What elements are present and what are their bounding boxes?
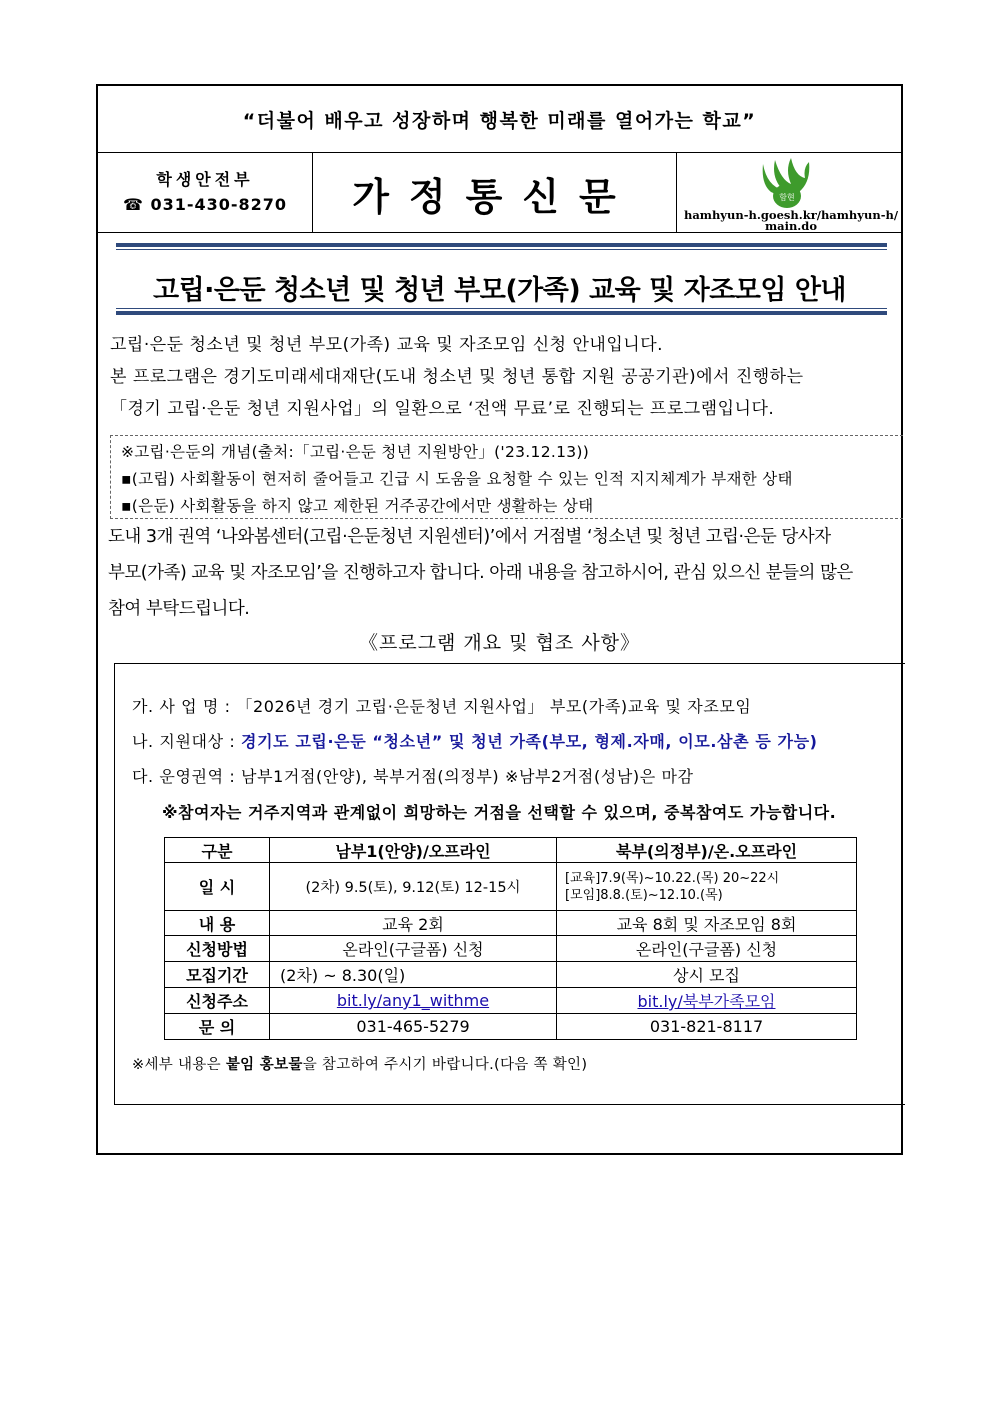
overview-heading: 《프로그램 개요 및 협조 사항》: [358, 632, 641, 654]
document-title: 고립·은둔 청소년 및 청년 부모(가족) 교육 및 자조모임 안내: [152, 275, 847, 306]
definition-reclusion: ▪(은둔) 사회활동을 하지 않고 제한된 거주공간에서만 생활하는 상태: [121, 497, 594, 515]
period-label: 모집기간: [165, 962, 270, 988]
attachment-note-part: ※세부 내용은: [132, 1057, 226, 1073]
content-north: 교육 8회 및 자조모임 8회: [557, 911, 857, 936]
intro-line-2: 본 프로그램은 경기도미래세대재단(도내 청소년 및 청년 통합 지원 공공기관)에서 진행하는: [110, 367, 804, 387]
logo-text: 함현: [779, 193, 795, 202]
program-item-name-label: 가. 사 업 명 :: [132, 697, 237, 716]
method-label: 신청방법: [165, 936, 270, 962]
schedule-north: [557, 863, 857, 911]
table-row: [165, 988, 857, 1014]
title-top-rule: [116, 243, 887, 251]
schedule-south: (2차) 9.5(토), 9.12(토) 12-15시: [270, 863, 557, 911]
newsletter-header: [98, 152, 901, 233]
table-row: [165, 863, 857, 911]
address-north-link[interactable]: bit.ly/북부가족모임: [637, 992, 776, 1011]
program-item-target: [132, 729, 818, 752]
attachment-note-part: 을 참고하여 주시기 바랍니다.(다음 쪽 확인): [302, 1057, 588, 1073]
attachment-note: [132, 1053, 587, 1074]
schedule-north-education: [교육]7.9(목)~10.22.(목) 20~22시: [565, 870, 780, 886]
title-bottom-rule: [116, 308, 887, 316]
address-south-link[interactable]: bit.ly/any1_withme: [336, 991, 490, 1010]
program-table: [164, 837, 857, 1040]
period-south: (2차) ~ 8.30(일): [270, 962, 557, 988]
content-south: 교육 2회: [270, 911, 557, 936]
program-item-target-value: 경기도 고립·은둔 “청소년” 및 청년 가족(부모, 형제.자매, 이모.삼촌 등 가능): [241, 732, 818, 751]
program-item-name: [132, 694, 752, 717]
intro-line-3: 「경기 고립·은둔 청년 지원사업」의 일환으로 ‘전액 무료’로 진행되는 프로그램입니다.: [110, 399, 775, 419]
period-north: 상시 모집: [557, 962, 857, 988]
program-box: [114, 663, 905, 1105]
table-row: [165, 1014, 857, 1040]
body-line-2: 부모(가족) 교육 및 자조모임’을 진행하고자 합니다. 아래 내용을 참고하시어, 관심 있으신 분들의 많은: [108, 563, 853, 583]
definition-isolation: ▪(고립) 사회활동이 현저히 줄어들고 긴급 시 도움을 요청할 수 있는 인적 지지체계가 부재한 상태: [121, 470, 793, 488]
table-header-cell: 북부(의정부)/온.오프라인: [557, 838, 857, 863]
table-header-cell: 구분: [165, 838, 270, 863]
schedule-north-meeting: [모임]8.8.(토)~12.10.(목): [565, 887, 723, 903]
table-header-cell: 남부1(안양)/오프라인: [270, 838, 557, 863]
address-label: 신청주소: [165, 988, 270, 1014]
method-south: 온라인(구글폼) 신청: [270, 936, 557, 962]
table-row: [165, 936, 857, 962]
school-logo-icon: [757, 156, 815, 210]
table-row: [165, 838, 857, 863]
department-phone: ☎ 031-430-8270: [122, 195, 288, 214]
attachment-note-bold: 붙임 홍보물: [225, 1057, 303, 1073]
contact-label: 문 의: [165, 1014, 270, 1040]
method-north: 온라인(구글폼) 신청: [557, 936, 857, 962]
school-motto: “더불어 배우고 성장하며 행복한 미래를 열어가는 학교”: [98, 86, 901, 153]
schedule-label: 일 시: [165, 863, 270, 911]
newsletter-title-cell: [312, 152, 677, 232]
body-line-3: 참여 부탁드립니다.: [108, 599, 250, 619]
address-north-cell: [557, 988, 857, 1014]
document-frame: [96, 84, 903, 1155]
newsletter-title: 가정통신문: [352, 174, 636, 219]
content-label: 내 용: [165, 911, 270, 936]
address-south-cell: [270, 988, 557, 1014]
body-line-1: 도내 3개 권역 ‘나와봄센터(고립·은둔청년 지원센터)’에서 거점별 ‘청소년 및 청년 고립·은둔 당사자: [108, 527, 831, 547]
logo-cell: [676, 152, 901, 232]
department-name: 학생안전부: [156, 170, 254, 189]
intro-line-1: 고립·은둔 청소년 및 청년 부모(가족) 교육 및 자조모임 신청 안내입니다.: [110, 335, 664, 355]
definition-box: [110, 435, 903, 519]
program-item-name-value: 「2026년 경기 고립·은둔청년 지원사업」 부모(가족)교육 및 자조모임: [236, 697, 752, 716]
department-cell: [98, 152, 313, 232]
table-row: [165, 962, 857, 988]
definition-heading: ※고립·은둔의 개념(출처:「고립·은둔 청년 지원방안」('23.12.13)): [121, 443, 590, 461]
participation-note: ※참여자는 거주지역과 관계없이 희망하는 거점을 선택할 수 있으며, 중복참여도 가능합니다.: [162, 803, 837, 822]
contact-north: 031-821-8117: [557, 1014, 857, 1040]
table-row: [165, 911, 857, 936]
program-item-region: 다. 운영권역 : 남부1거점(안양), 북부거점(의정부) ※남부2거점(성남)은 마감: [132, 767, 694, 786]
program-item-target-label: 나. 지원대상 :: [132, 732, 242, 751]
school-url[interactable]: hamhyun-h.goesh.kr/hamhyun-h/main.do: [683, 208, 899, 233]
contact-south: 031-465-5279: [270, 1014, 557, 1040]
